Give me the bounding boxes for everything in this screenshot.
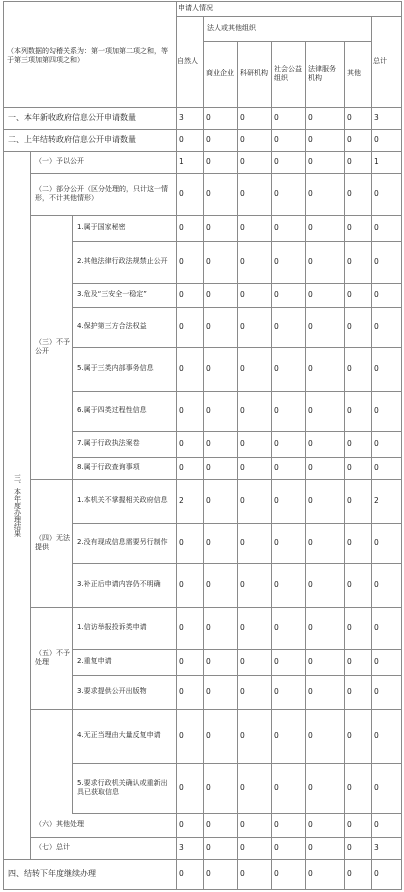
cell-value: 0 bbox=[179, 783, 184, 793]
cell-value: 0 bbox=[308, 322, 313, 332]
cell-value: 0 bbox=[374, 406, 379, 416]
group-four-label: （四）无法提供 bbox=[35, 533, 70, 551]
cell-value: 0 bbox=[206, 623, 211, 633]
cell-value: 0 bbox=[179, 189, 184, 199]
grid-line bbox=[371, 16, 372, 107]
cell-value: 0 bbox=[308, 223, 313, 233]
row-label: （二）部分公开（区分处理的，只计这一情形，不计其他情形） bbox=[35, 184, 168, 202]
row-label: 一、本年新收政府信息公开申请数量 bbox=[8, 112, 136, 122]
cell-value: 0 bbox=[274, 113, 279, 123]
cell-value: 0 bbox=[308, 135, 313, 145]
cell-value: 0 bbox=[240, 290, 245, 300]
cell-value: 0 bbox=[347, 538, 352, 548]
cell-value: 0 bbox=[274, 322, 279, 332]
cell-value: 0 bbox=[274, 843, 279, 853]
cell-value: 0 bbox=[308, 257, 313, 267]
cell-value: 3 bbox=[179, 113, 184, 123]
grid-line bbox=[305, 41, 306, 107]
info-disclosure-table bbox=[3, 1, 401, 889]
grid-line bbox=[237, 41, 238, 107]
cell-value: 0 bbox=[206, 406, 211, 416]
cell-value: 0 bbox=[206, 843, 211, 853]
cell-value: 0 bbox=[347, 783, 352, 793]
cell-value: 0 bbox=[179, 623, 184, 633]
cell-value: 0 bbox=[240, 623, 245, 633]
cell-value: 0 bbox=[308, 657, 313, 667]
cell-value: 0 bbox=[374, 623, 379, 633]
cell-value: 0 bbox=[206, 687, 211, 697]
cell-value: 0 bbox=[206, 257, 211, 267]
cell-value: 0 bbox=[206, 496, 211, 506]
cell-value: 0 bbox=[308, 687, 313, 697]
cell-value: 0 bbox=[374, 580, 379, 590]
cell-value: 0 bbox=[347, 657, 352, 667]
cell-value: 3 bbox=[179, 843, 184, 853]
cell-value: 0 bbox=[308, 496, 313, 506]
cell-value: 0 bbox=[308, 820, 313, 830]
cell-value: 0 bbox=[347, 157, 352, 167]
cell-value: 0 bbox=[374, 364, 379, 374]
cell-value: 0 bbox=[206, 322, 211, 332]
cell-value: 0 bbox=[274, 731, 279, 741]
cell-value: 0 bbox=[179, 257, 184, 267]
row-label: 3.要求提供公开出版物 bbox=[77, 687, 147, 696]
cell-value: 0 bbox=[240, 439, 245, 449]
cell-value: 0 bbox=[206, 189, 211, 199]
cell-value: 0 bbox=[347, 290, 352, 300]
cell-value: 0 bbox=[374, 223, 379, 233]
cell-value: 0 bbox=[240, 257, 245, 267]
row-label: 四、结转下年度继续办理 bbox=[8, 868, 96, 878]
row-label: 4.保护第三方合法权益 bbox=[77, 322, 147, 331]
cell-value: 0 bbox=[240, 113, 245, 123]
cell-value: 0 bbox=[347, 843, 352, 853]
cell-value: 0 bbox=[274, 657, 279, 667]
cell-value: 1 bbox=[374, 157, 379, 167]
applicant-header: 申请人情况 bbox=[178, 3, 213, 12]
cell-value: 2 bbox=[374, 496, 379, 506]
cell-value: 0 bbox=[240, 820, 245, 830]
cell-value: 0 bbox=[374, 257, 379, 267]
cell-value: 0 bbox=[308, 439, 313, 449]
cell-value: 0 bbox=[274, 463, 279, 473]
cell-value: 0 bbox=[240, 731, 245, 741]
cell-value: 0 bbox=[308, 731, 313, 741]
row-label: 4.无正当理由大量反复申请 bbox=[77, 731, 161, 740]
cell-value: 0 bbox=[347, 731, 352, 741]
cell-value: 0 bbox=[347, 496, 352, 506]
table-border-left bbox=[3, 1, 4, 890]
cell-value: 0 bbox=[347, 463, 352, 473]
cell-value: 0 bbox=[274, 580, 279, 590]
cell-value: 0 bbox=[374, 820, 379, 830]
cell-value: 0 bbox=[308, 364, 313, 374]
cell-value: 0 bbox=[274, 257, 279, 267]
cell-value: 3 bbox=[374, 843, 379, 853]
cell-value: 0 bbox=[347, 113, 352, 123]
cell-value: 0 bbox=[347, 223, 352, 233]
grid-line bbox=[203, 16, 204, 107]
cell-value: 0 bbox=[240, 580, 245, 590]
cell-value: 0 bbox=[206, 657, 211, 667]
cell-value: 0 bbox=[308, 113, 313, 123]
cell-value: 0 bbox=[308, 623, 313, 633]
cell-value: 0 bbox=[206, 135, 211, 145]
cell-value: 0 bbox=[274, 223, 279, 233]
row-label: 2.重复申请 bbox=[77, 657, 112, 666]
cell-value: 0 bbox=[179, 869, 184, 879]
cell-value: 0 bbox=[179, 439, 184, 449]
cell-value: 0 bbox=[347, 687, 352, 697]
cell-value: 0 bbox=[308, 406, 313, 416]
cell-value: 0 bbox=[240, 189, 245, 199]
cell-value: 0 bbox=[179, 687, 184, 697]
row-label: 5.属于三类内部事务信息 bbox=[77, 364, 154, 373]
grid-line bbox=[30, 151, 31, 859]
cell-value: 0 bbox=[240, 496, 245, 506]
col-natural-person: 自然人 bbox=[177, 56, 198, 65]
cell-value: 0 bbox=[308, 290, 313, 300]
cell-value: 0 bbox=[274, 189, 279, 199]
cell-value: 0 bbox=[206, 869, 211, 879]
cell-value: 0 bbox=[274, 406, 279, 416]
cell-value: 0 bbox=[274, 820, 279, 830]
cell-value: 0 bbox=[179, 463, 184, 473]
cell-value: 0 bbox=[374, 463, 379, 473]
cell-value: 2 bbox=[179, 496, 184, 506]
cell-value: 0 bbox=[206, 113, 211, 123]
cell-value: 0 bbox=[374, 322, 379, 332]
cell-value: 0 bbox=[308, 783, 313, 793]
cell-value: 0 bbox=[240, 687, 245, 697]
cell-value: 0 bbox=[347, 257, 352, 267]
cell-value: 0 bbox=[240, 538, 245, 548]
row-label: （七）总计 bbox=[35, 843, 70, 852]
cell-value: 0 bbox=[179, 135, 184, 145]
cell-value: 0 bbox=[179, 364, 184, 374]
cell-value: 0 bbox=[206, 580, 211, 590]
cell-value: 0 bbox=[308, 843, 313, 853]
cell-value: 0 bbox=[206, 538, 211, 548]
cell-value: 0 bbox=[374, 657, 379, 667]
cell-value: 0 bbox=[374, 290, 379, 300]
row-label: 3.补正后申请内容仍不明确 bbox=[77, 580, 161, 589]
cell-value: 0 bbox=[179, 223, 184, 233]
col-legal-service: 法律服务机构 bbox=[308, 64, 336, 82]
legal-group-header: 法人或其他组织 bbox=[207, 23, 256, 32]
cell-value: 1 bbox=[179, 157, 184, 167]
cell-value: 0 bbox=[206, 463, 211, 473]
col-total: 总计 bbox=[373, 56, 387, 65]
row-label: 5.要求行政机关确认或重新出具已获取信息 bbox=[77, 778, 168, 796]
cell-value: 0 bbox=[206, 731, 211, 741]
cell-value: 0 bbox=[347, 820, 352, 830]
col-other: 其他 bbox=[347, 69, 361, 78]
cell-value: 0 bbox=[206, 223, 211, 233]
cell-value: 0 bbox=[374, 135, 379, 145]
cell-value: 0 bbox=[240, 869, 245, 879]
cell-value: 0 bbox=[374, 731, 379, 741]
cell-value: 0 bbox=[240, 657, 245, 667]
cell-value: 0 bbox=[179, 406, 184, 416]
cell-value: 0 bbox=[240, 364, 245, 374]
cell-value: 0 bbox=[206, 820, 211, 830]
cell-value: 0 bbox=[308, 538, 313, 548]
cell-value: 0 bbox=[308, 580, 313, 590]
row-label: 2.没有现成信息需要另行制作 bbox=[77, 538, 168, 547]
cell-value: 0 bbox=[308, 189, 313, 199]
cell-value: 0 bbox=[240, 157, 245, 167]
cell-value: 0 bbox=[240, 135, 245, 145]
cell-value: 0 bbox=[347, 135, 352, 145]
row-label: （六）其他处理 bbox=[35, 820, 84, 829]
table-border-bottom bbox=[3, 889, 401, 890]
cell-value: 0 bbox=[206, 364, 211, 374]
cell-value: 0 bbox=[179, 580, 184, 590]
cell-value: 0 bbox=[347, 623, 352, 633]
table-border-right bbox=[401, 1, 402, 890]
row-label: （一）予以公开 bbox=[35, 157, 84, 166]
col-research: 科研机构 bbox=[240, 69, 268, 78]
cell-value: 0 bbox=[206, 290, 211, 300]
cell-value: 0 bbox=[240, 783, 245, 793]
cell-value: 0 bbox=[206, 439, 211, 449]
row-label: 2.其他法律行政法规禁止公开 bbox=[77, 257, 168, 266]
group-five-label: （五）不予处理 bbox=[35, 648, 70, 666]
row-label: 3.危及“三安全一稳定” bbox=[77, 290, 147, 299]
row-label: 8.属于行政查询事项 bbox=[77, 463, 140, 472]
cell-value: 0 bbox=[347, 580, 352, 590]
cell-value: 0 bbox=[347, 364, 352, 374]
cell-value: 0 bbox=[308, 157, 313, 167]
cell-value: 0 bbox=[179, 657, 184, 667]
row-label: 1.信访举报投诉类申请 bbox=[77, 623, 147, 632]
cell-value: 0 bbox=[274, 364, 279, 374]
cell-value: 0 bbox=[374, 189, 379, 199]
column-note: （本列数据的勾稽关系为：第一项加第二项之和，等于第三项加第四项之和） bbox=[7, 46, 168, 64]
cell-value: 0 bbox=[274, 869, 279, 879]
row-label: 6.属于四类过程性信息 bbox=[77, 406, 147, 415]
cell-value: 0 bbox=[179, 731, 184, 741]
cell-value: 0 bbox=[206, 783, 211, 793]
cell-value: 0 bbox=[179, 322, 184, 332]
cell-value: 0 bbox=[274, 157, 279, 167]
col-social: 社会公益组织 bbox=[274, 64, 302, 82]
cell-value: 3 bbox=[374, 113, 379, 123]
cell-value: 0 bbox=[240, 406, 245, 416]
cell-value: 0 bbox=[347, 406, 352, 416]
grid-line bbox=[72, 215, 73, 813]
cell-value: 0 bbox=[179, 290, 184, 300]
group-three-label: （三）不予公开 bbox=[35, 337, 70, 355]
row-label: 1.属于国家秘密 bbox=[77, 223, 126, 232]
cell-value: 0 bbox=[347, 322, 352, 332]
cell-value: 0 bbox=[308, 869, 313, 879]
section-three-label: 三、本年度办理结果 bbox=[13, 473, 22, 537]
cell-value: 0 bbox=[240, 843, 245, 853]
row-label: 二、上年结转政府信息公开申请数量 bbox=[8, 134, 136, 144]
cell-value: 0 bbox=[374, 687, 379, 697]
cell-value: 0 bbox=[274, 538, 279, 548]
grid-line bbox=[344, 41, 345, 107]
cell-value: 0 bbox=[274, 687, 279, 697]
row-label: 1.本机关不掌握相关政府信息 bbox=[77, 496, 168, 505]
cell-value: 0 bbox=[374, 439, 379, 449]
cell-value: 0 bbox=[308, 463, 313, 473]
cell-value: 0 bbox=[240, 322, 245, 332]
cell-value: 0 bbox=[347, 439, 352, 449]
cell-value: 0 bbox=[374, 869, 379, 879]
col-commercial: 商业企业 bbox=[206, 69, 234, 78]
cell-value: 0 bbox=[374, 783, 379, 793]
cell-value: 0 bbox=[274, 783, 279, 793]
cell-value: 0 bbox=[240, 223, 245, 233]
cell-value: 0 bbox=[274, 439, 279, 449]
cell-value: 0 bbox=[274, 623, 279, 633]
cell-value: 0 bbox=[179, 538, 184, 548]
cell-value: 0 bbox=[274, 135, 279, 145]
cell-value: 0 bbox=[240, 463, 245, 473]
cell-value: 0 bbox=[347, 189, 352, 199]
cell-value: 0 bbox=[374, 538, 379, 548]
cell-value: 0 bbox=[179, 820, 184, 830]
grid-line bbox=[271, 41, 272, 107]
row-label: 7.属于行政执法案卷 bbox=[77, 439, 140, 448]
cell-value: 0 bbox=[347, 869, 352, 879]
cell-value: 0 bbox=[274, 290, 279, 300]
cell-value: 0 bbox=[206, 157, 211, 167]
cell-value: 0 bbox=[274, 496, 279, 506]
